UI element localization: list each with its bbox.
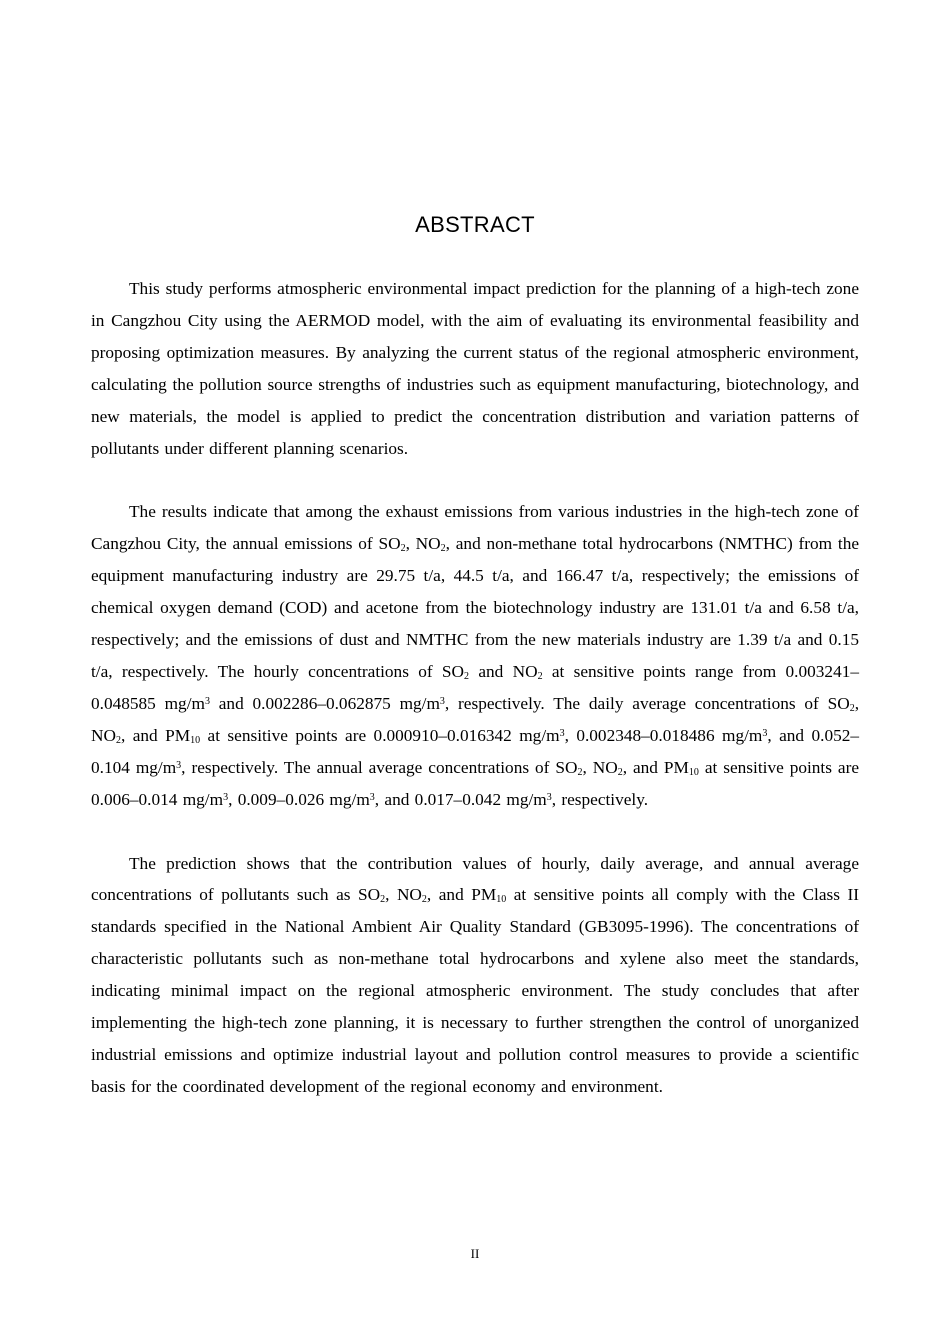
abstract-paragraph-3 bbox=[91, 848, 859, 1103]
subscript: 2 bbox=[464, 670, 470, 682]
subscript: 2 bbox=[849, 702, 855, 714]
subscript: 10 bbox=[496, 894, 507, 906]
subscript: 2 bbox=[537, 670, 543, 682]
superscript: 3 bbox=[559, 727, 565, 739]
text-run: at sensitive points range from 0.003241–0.048585 mg/m bbox=[91, 661, 859, 713]
text-run: , and 0.017–0.042 mg/m bbox=[374, 789, 547, 809]
subscript: 10 bbox=[688, 766, 699, 778]
superscript: 3 bbox=[762, 727, 768, 739]
subscript: 2 bbox=[577, 766, 583, 778]
subscript: 2 bbox=[440, 543, 446, 555]
text-run: , NO bbox=[405, 534, 441, 554]
superscript: 3 bbox=[546, 791, 552, 803]
text-run: , and non-methane total hydrocarbons (NMTHC) from the equipment manufacturing industry are 29.75 t/a, 44.5 t/a, and 166.47 t/a, respectively; the emissions of chemical oxygen demand (COD) and acetone from the biotechnology industry are 131.01 t/a and 6.58 t/a, respectively; and the emissions of dust and NMTHC from the new materials industry are 1.39 t/a and 0.15 t/a, respectively. The hourly concentrations of SO bbox=[91, 534, 860, 681]
text-run: , and PM bbox=[622, 757, 689, 777]
text-run: , NO bbox=[582, 757, 618, 777]
superscript: 3 bbox=[204, 695, 210, 707]
text-run: , respectively. The annual average concentrations of SO bbox=[181, 757, 578, 777]
text-run: This study performs atmospheric environmental impact prediction for the planning of a high-tech zone in Cangzhou City using the AERMOD model, with the aim of evaluating its environmental feasibility and proposing optimization measures. By analyzing the current status of the regional atmospheric environment, calculating the pollution source strengths of industries such as equipment manufacturing, biotechnology, and new materials, the model is applied to predict the concentration distribution and variation patterns of pollutants under different planning scenarios. bbox=[91, 279, 859, 458]
abstract-paragraph-2 bbox=[91, 496, 859, 815]
subscript: 2 bbox=[617, 766, 623, 778]
text-run: , NO bbox=[91, 693, 860, 745]
subscript: 2 bbox=[380, 894, 386, 906]
text-run: , 0.009–0.026 mg/m bbox=[228, 789, 370, 809]
text-run: , and PM bbox=[426, 885, 497, 905]
text-run: , 0.002348–0.018486 mg/m bbox=[564, 725, 763, 745]
abstract-title: ABSTRACT bbox=[415, 212, 535, 237]
superscript: 3 bbox=[439, 695, 445, 707]
text-run: and 0.002286–0.062875 mg/m bbox=[209, 693, 440, 713]
text-run: at sensitive points all comply with the Class II standards specified in the National Ambient Air Quality Standard (GB3095-1996). The concentrations of characteristic pollutants such as non-methane total hydrocarbons and xylene also meet the standards, indicating minimal impact on the regional atmospheric environment. The study concludes that after implementing the high-tech zone planning, it is necessary to further strengthen the control of unorganized industrial emissions and optimize industrial layout and pollution control measures to provide a scientific basis for the coordinated development of the regional economy and environment. bbox=[91, 885, 860, 1096]
superscript: 3 bbox=[176, 759, 182, 771]
text-run: , respectively. bbox=[551, 789, 649, 809]
subscript: 2 bbox=[421, 894, 427, 906]
superscript: 3 bbox=[223, 791, 229, 803]
text-run: at sensitive points are 0.000910–0.016342 mg/m bbox=[200, 725, 560, 745]
text-run: The results indicate that among the exhaust emissions from various industries in the high-tech zone of Cangzhou City, the annual emissions of SO bbox=[91, 502, 859, 554]
text-run: , and PM bbox=[120, 725, 191, 745]
abstract-paragraph-1 bbox=[91, 273, 859, 464]
subscript: 10 bbox=[190, 734, 201, 746]
text-run: , and 0.052–0.104 mg/m bbox=[91, 725, 860, 777]
text-run: , respectively. The daily average concentrations of SO bbox=[444, 693, 850, 713]
text-run: at sensitive points are 0.006–0.014 mg/m bbox=[91, 757, 860, 809]
subscript: 2 bbox=[115, 734, 121, 746]
abstract-body bbox=[91, 273, 859, 1135]
superscript: 3 bbox=[369, 791, 375, 803]
page-number: II bbox=[470, 1246, 480, 1261]
text-run: , NO bbox=[385, 885, 422, 905]
text-run: and NO bbox=[469, 661, 538, 681]
subscript: 2 bbox=[400, 543, 406, 555]
text-run: The prediction shows that the contribution values of hourly, daily average, and annual average concentrations of pollutants such as SO bbox=[91, 853, 859, 905]
